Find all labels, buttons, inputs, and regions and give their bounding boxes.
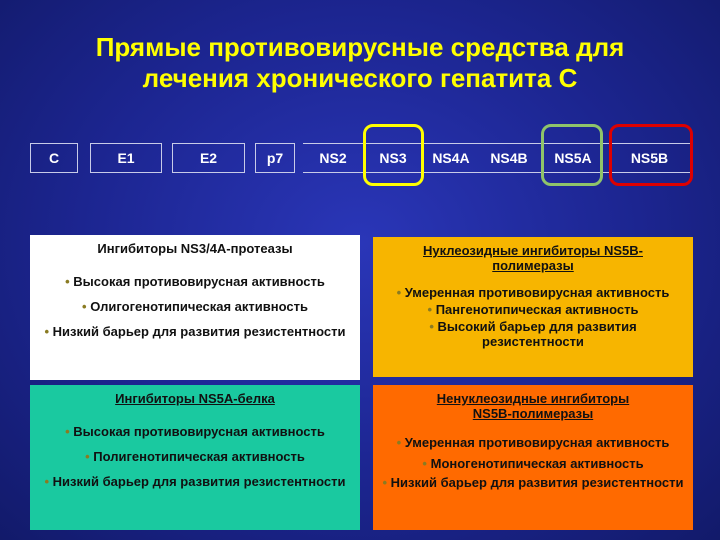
- panel-ns3-item-3: • Низкий барьер для развития резистентности: [44, 324, 346, 339]
- highlight-ring-ns5b: [609, 124, 693, 186]
- segment-ns5a: NS5A: [539, 143, 607, 173]
- panel-ns3-heading: Ингибиторы NS3/4A-протеазы: [97, 241, 293, 256]
- segment-c: C: [30, 143, 78, 173]
- segment-ns5b: NS5B: [607, 143, 693, 173]
- segment-ns2: NS2: [303, 143, 363, 173]
- panel-nucleoside-ns5b-inhibitors: [373, 237, 693, 377]
- panel-nuc-item-2: • Пангенотипическая активность: [427, 302, 639, 317]
- segment-ns3: NS3: [363, 143, 423, 173]
- segment-ns4b: NS4B: [479, 143, 539, 173]
- panel-ns3-item-2: • Олигогенотипическая активность: [82, 299, 308, 314]
- slide-title: [0, 32, 720, 94]
- slide-title-line-2: лечения хронического гепатита С: [142, 63, 578, 93]
- panel-nonnuc-item-1: • Умеренная противовирусная активность: [396, 435, 670, 450]
- panel-nonnuc-item-2: • Моногенотипическая активность: [422, 456, 644, 471]
- panel-nuc-heading: Нуклеозидные ингибиторы NS5B-полимеразы: [423, 243, 643, 273]
- panel-nonnuc-item-3: • Низкий барьер для развития резистентности: [382, 475, 684, 490]
- panel-ns5a-item-2: • Полигенотипическая активность: [85, 449, 305, 464]
- segment-p7: p7: [255, 143, 295, 173]
- panel-nonnucleoside-ns5b-inhibitors: [373, 385, 693, 530]
- panel-ns5a-heading: Ингибиторы NS5A-белка: [115, 391, 275, 406]
- slide-title-line-1: Прямые противовирусные средства для: [95, 32, 625, 62]
- panel-ns5a-item-1: • Высокая противовирусная активность: [65, 424, 325, 439]
- highlight-ring-ns3: [363, 124, 424, 186]
- panel-ns5a-item-3: • Низкий барьер для развития резистентности: [44, 474, 346, 489]
- segment-e2: E2: [172, 143, 245, 173]
- panel-ns5a-inhibitors: [30, 385, 360, 530]
- segment-ns4a: NS4A: [423, 143, 479, 173]
- panel-ns3-item-1: • Высокая противовирусная активность: [65, 274, 325, 289]
- segment-e1: E1: [90, 143, 162, 173]
- panel-nuc-item-1: • Умеренная противовирусная активность: [396, 285, 670, 300]
- highlight-ring-ns5a: [541, 124, 603, 186]
- panel-nuc-item-3: • Высокий барьер для развития резистентности: [429, 319, 637, 349]
- panel-nonnuc-heading: Ненуклеозидные ингибиторы NS5B-полимеразы: [436, 391, 630, 421]
- panel-ns3-4a-inhibitors: [30, 235, 360, 380]
